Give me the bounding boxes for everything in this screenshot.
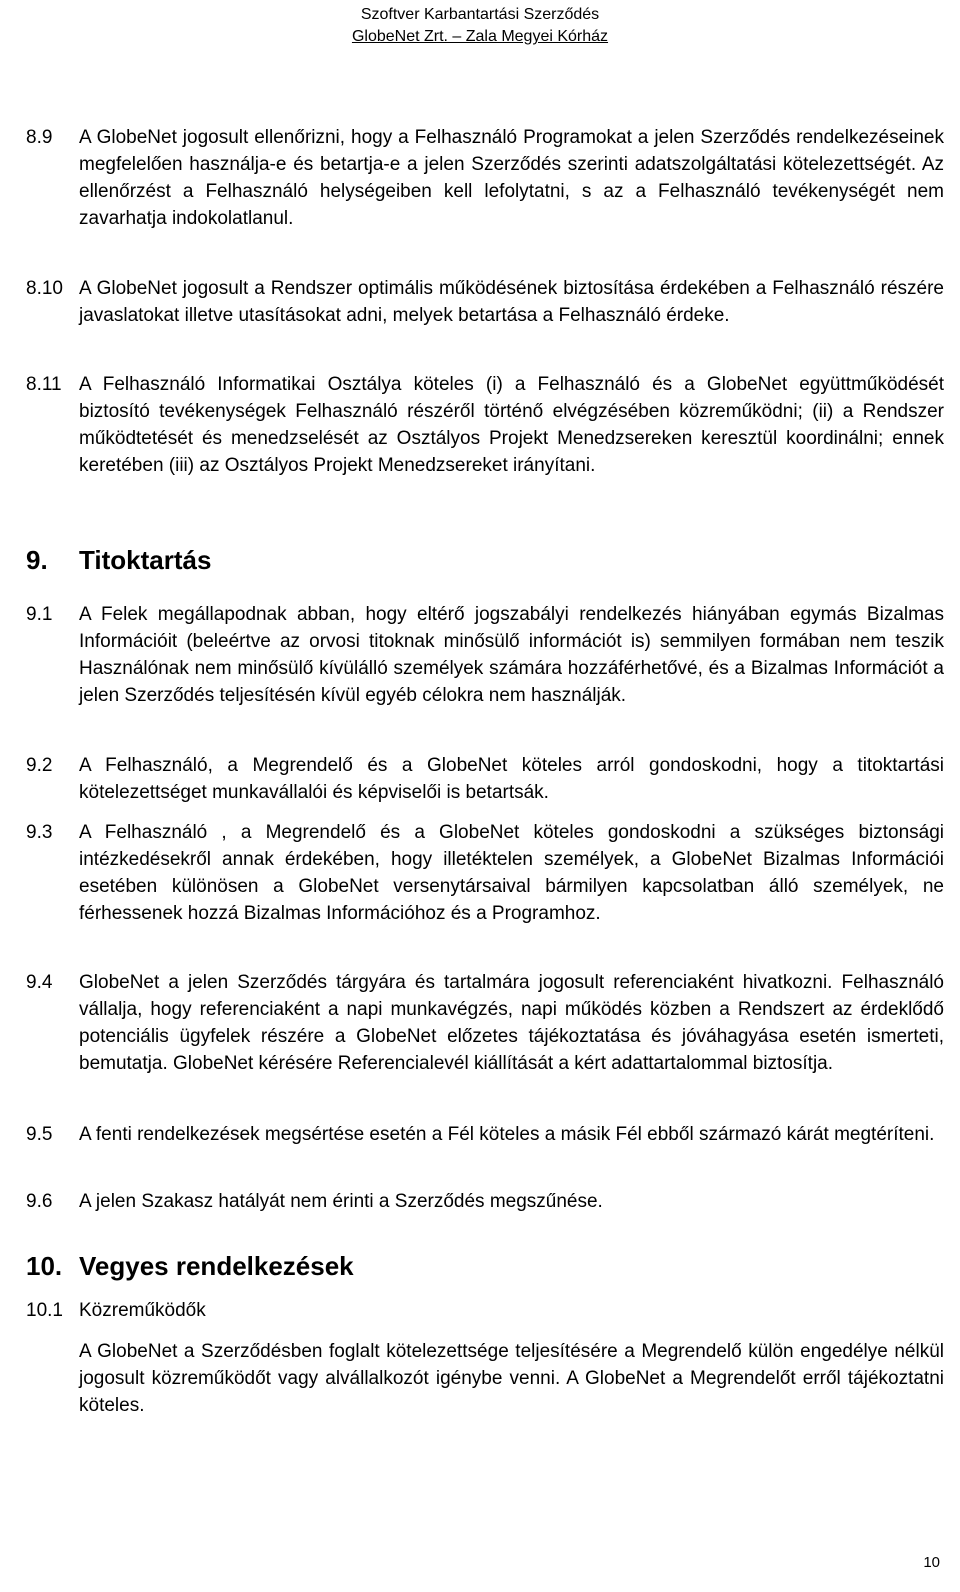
clause-text: A GlobeNet jogosult a Rendszer optimális működésének biztosítása érdekében a Felhasználó részére javaslatokat illetve utasításokat adni, melyek betartása a Felhasználó érdeke. — [79, 278, 944, 326]
subsection-title: Közreműködők — [79, 1300, 206, 1321]
clause-text: A jelen Szakasz hatályát nem érinti a Szerződés megszűnése. — [79, 1191, 603, 1212]
clause-9-1 — [26, 601, 944, 709]
paragraph-10-1: A GlobeNet a Szerződésben foglalt kötelezettsége teljesítésére a Megrendelő külön engedélye nélkül jogosult közreműködőt vagy alvállalkozót igénybe venni. A GlobeNet a Megrendelőt erről tájékoztatni köteles. — [79, 1341, 944, 1416]
section-number: 9. — [26, 545, 48, 575]
clause-text: A Felek megállapodnak abban, hogy eltérő jogszabályi rendelkezés hiányában egymás Bizalmas Információit (beleértve az orvosi titoknak minősülő információt is) semmilyen formában nem teszik Használónak nem minősülő kívülálló személyek számára hozzáférhetővé, és a Bizalmas Információt a jelen Szerződés teljesítésén kívül egyéb célokra nem használják. — [79, 604, 944, 706]
clause-9-3 — [26, 819, 944, 927]
clause-9-2 — [26, 752, 944, 806]
header-parties: GlobeNet Zrt. – Zala Megyei Kórház — [351, 28, 609, 45]
clause-number: 9.1 — [26, 604, 53, 625]
subsection-heading-10-1 — [26, 1297, 206, 1324]
clause-text: A Felhasználó, a Megrendelő és a GlobeNet köteles arról gondoskodni, hogy a titoktartási kötelezettséget munkavállalói és képviselői is betartsák. — [79, 755, 944, 803]
header-title: Szoftver Karbantartási Szerződés — [360, 6, 600, 23]
subsection-number: 10.1 — [26, 1300, 63, 1321]
section-title: Vegyes rendelkezések — [79, 1251, 354, 1281]
clause-8-11 — [26, 371, 944, 479]
clause-9-4 — [26, 969, 944, 1077]
clause-9-5 — [26, 1121, 944, 1148]
clause-text: A Felhasználó , a Megrendelő és a GlobeNet köteles gondoskodni a szükséges biztonsági intézkedésekről annak érdekében, hogy illetéktelen személyek, a GlobeNet Bizalmas Információi esetében különösen a GlobeNet versenytársaival bármilyen kapcsolatban álló személyek, ne férhessenek hozzá Bizalmas Információhoz és a Programhoz. — [79, 822, 944, 924]
clause-9-6 — [26, 1188, 944, 1215]
clause-number: 9.5 — [26, 1124, 53, 1145]
section-heading-9 — [26, 544, 944, 576]
section-heading-10 — [26, 1250, 944, 1282]
clause-text: A GlobeNet jogosult ellenőrizni, hogy a Felhasználó Programokat a jelen Szerződés rendelkezéseinek megfelelően használja-e és betartja-e a jelen Szerződés szerinti adatszolgáltatási kötelezettségét. Az ellenőrzést a Felhasználó helységeiben kell lefolytatni, s az a Felhasználó tevékenységét nem zavarhatja indokolatlanul. — [79, 127, 944, 229]
clause-number: 9.4 — [26, 972, 53, 993]
clause-text: A Felhasználó Informatikai Osztálya köteles (i) a Felhasználó és a GlobeNet együttműködését biztosító tevékenységek Felhasználó részéről történő elvégzésében közreműködni; (ii) a Rendszer működtetését és menedzselését az Osztályos Projekt Menedzsereken keresztül koordinálni; ennek keretében (iii) az Osztályos Projekt Menedzsereket irányítani. — [79, 374, 944, 476]
section-title: Titoktartás — [79, 545, 212, 575]
clause-number: 8.11 — [26, 374, 62, 395]
section-number: 10. — [26, 1251, 63, 1281]
clause-8-9 — [26, 124, 944, 232]
page-header — [0, 4, 960, 48]
clause-number: 9.6 — [26, 1191, 53, 1212]
clause-text: GlobeNet a jelen Szerződés tárgyára és tartalmára jogosult referenciaként hivatkozni. Felhasználó vállalja, hogy referenciaként a napi munkavégzés, napi működés közben a Rendszert az érdeklődő potenciális ügyfelek részére a GlobeNet előzetes tájékoztatása és jóváhagyása esetén ismerteti, bemutatja. GlobeNet kérésére Referencialevél kiállítását a kért adattartalommal biztosítja. — [79, 972, 944, 1074]
clause-8-10 — [26, 275, 944, 329]
page-number: 10 — [923, 1554, 940, 1571]
clause-number: 9.2 — [26, 755, 53, 776]
clause-number: 8.10 — [26, 278, 63, 299]
clause-text: A fenti rendelkezések megsértése esetén a Fél köteles a másik Fél ebből származó kárát megtéríteni. — [79, 1124, 935, 1145]
clause-number: 8.9 — [26, 127, 53, 148]
clause-number: 9.3 — [26, 822, 53, 843]
